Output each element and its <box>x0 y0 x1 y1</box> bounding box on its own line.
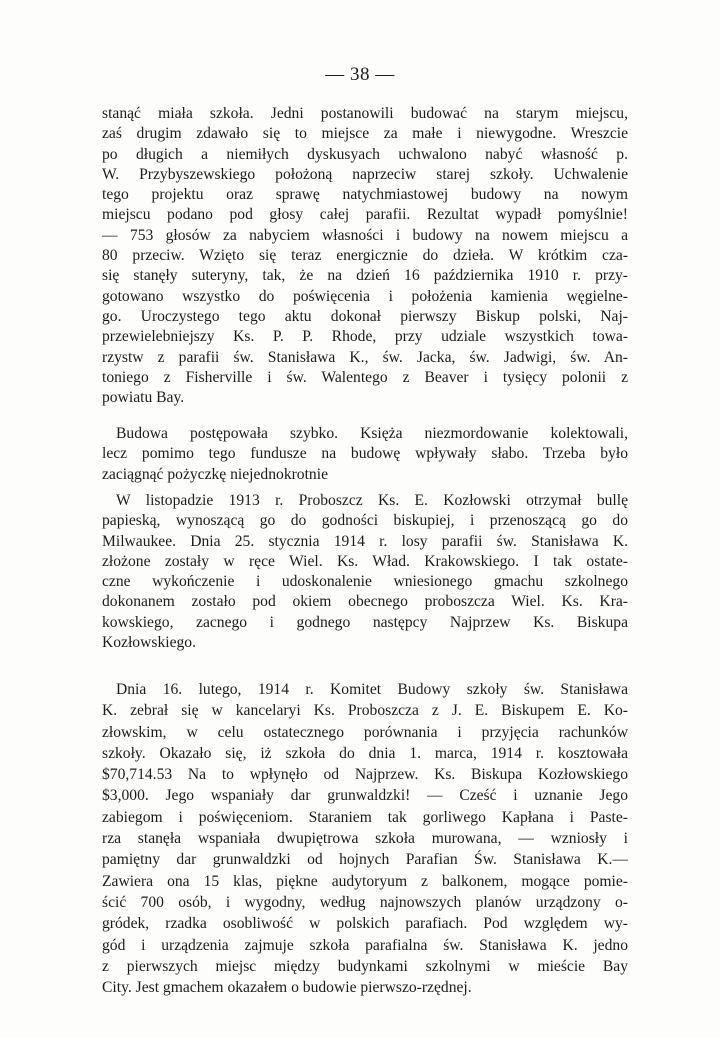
text-line: stanąć miała szkoła. Jedni postanowili budować na starym miejscu, <box>102 105 628 122</box>
text-line: gródek, rzadka osobliwość w polskich parafiach. Pod względem wy- <box>102 915 628 933</box>
text-line: Zawiera ona 15 klas, piękne audytoryum z balkonem, mogące pomie- <box>102 872 628 890</box>
text-line: szkoły. Okazało się, iż szkoła do dnia 1. marca, 1914 r. kosztowała <box>102 744 628 762</box>
text-line: złowskim, w celu ostatecznego porównania i przyjęcia rachunków <box>102 723 628 741</box>
paragraph-school-site <box>102 104 628 408</box>
text-line: City. Jest gmachem okazałem o budowie pierwszo-rzędnej. <box>102 979 472 997</box>
paragraph-building-committee <box>102 679 628 998</box>
paragraph-bishop-transfer <box>102 491 628 653</box>
text-line: powiatu Bay. <box>102 389 185 407</box>
text-line: toniego z Fisherville i św. Walentego z Beaver i tysięcy polonii z <box>102 368 628 386</box>
text-line: czne wykończenie i udoskonalenie wniesionego gmachu szkolnego <box>102 573 628 591</box>
text-line: ścić 700 osób, i wygodny, według najnowszych planów urządzony o- <box>102 893 628 911</box>
text-line: $70,714.53 Na to wpłynęło od Najprzew. Ks. Biskupa Kozłowskiego <box>102 766 628 784</box>
text-line: kowskiego, zacnego i godnego następcy Najprzew Ks. Biskupa <box>102 613 628 631</box>
text-line: dokonanem zostało pod okiem obecnego proboszcza Wiel. Ks. Kra- <box>102 593 628 611</box>
text-line: W. Przybyszewskiego położoną naprzeciw starej szkoły. Uchwalenie <box>102 165 628 183</box>
text-line: pamiętny dar grunwaldzki od hojnych Parafian Św. Stanisława K.— <box>102 851 628 869</box>
text-line: gód i urządzenia zajmuje szkoła parafialna św. Stanisława K. jedno <box>102 936 628 954</box>
text-line: gotowano wszystko do poświęcenia i położenia kamienia węgielne- <box>102 287 628 305</box>
text-line: zaś drugim zdawało się to miejsce za małe i niewygodne. Wreszcie <box>102 125 628 143</box>
text-line: zabiegom i poświęceniom. Staraniem tak gorliwego Kapłana i Paste- <box>102 808 628 826</box>
text-line: rzystw z parafii św. Stanisława K., św. Jacka, św. Jadwigi, św. An- <box>102 348 628 366</box>
paragraph-construction-progress <box>102 424 628 485</box>
text-line: rza stanęła wspaniała dwupiętrowa szkoła murowana, — wzniosły i <box>102 830 628 848</box>
text-line: Kozłowskiego. <box>102 634 196 652</box>
page-number: — 38 — <box>325 64 395 85</box>
text-line: się stanęły suteryny, tak, że na dzień 16 października 1910 r. przy- <box>102 267 628 285</box>
text-line: tego projektu oraz sprawę natychmiastowej budowy na nowym <box>102 186 628 204</box>
text-line: W listopadzie 1913 r. Proboszcz Ks. E. Kozłowski otrzymał bullę <box>116 492 628 509</box>
text-line: przewielebniejszy Ks. P. P. Rhode, przy udziale wszystkich towa- <box>102 328 628 346</box>
text-line: go. Uroczystego tego aktu dokonał pierwszy Biskup polski, Naj- <box>102 307 628 325</box>
text-line: — 753 głosów za nabyciem własności i budowy na nowem miejscu a <box>102 226 628 244</box>
text-line: $3,000. Jego wspaniały dar grunwaldzki! — Cześć i uznanie Jego <box>102 787 628 805</box>
text-line: 80 przeciw. Wzięto się teraz energicznie do dzieła. W krótkim cza- <box>102 247 628 265</box>
text-line: z pierwszych miejsc między budynkami szkolnymi w mieście Bay <box>102 957 628 975</box>
text-line: K. zebrał się w kancelaryi Ks. Proboszcza z J. E. Biskupem E. Ko- <box>102 702 628 720</box>
text-line: Dnia 16. lutego, 1914 r. Komitet Budowy szkoły św. Stanisława <box>116 681 628 698</box>
text-line: po długich a niemiłych dyskusyach uchwalono nabyć własność p. <box>102 145 628 163</box>
text-line: Milwaukee. Dnia 25. stycznia 1914 r. losy parafii św. Stanisława K. <box>102 532 628 550</box>
text-line: papieską, wynoszącą go do godności biskupiej, i przenoszącą go do <box>102 512 628 530</box>
text-line: Budowa postępowała szybko. Księża niezmordowanie kolektowali, <box>116 425 628 442</box>
text-line: zaciągnąć pożyczkę niejednokrotnie <box>102 465 328 483</box>
text-line: złożone zostały w ręce Wiel. Ks. Wład. Krakowskiego. I tak ostate- <box>102 552 628 570</box>
text-line: lecz pomimo tego fundusze na budowę wpływały słabo. Trzeba było <box>102 445 628 463</box>
text-line: miejscu podano pod głosy całej parafii. Rezultat wypadł pomyślnie! <box>102 206 628 224</box>
